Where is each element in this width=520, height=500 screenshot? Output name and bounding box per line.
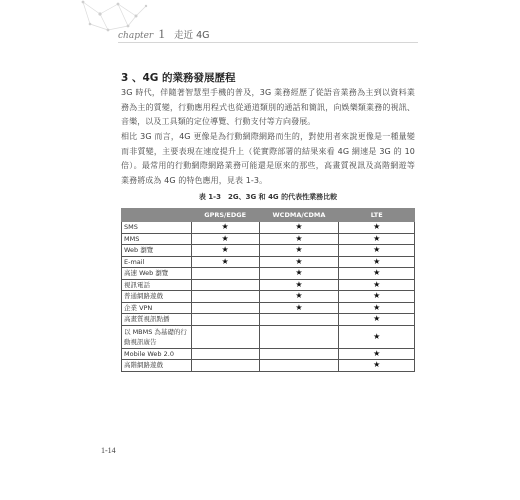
gprs-cell <box>191 279 259 291</box>
service-cell: 以 MBMS 為基礎的行動視訊廣告 <box>122 325 192 348</box>
service-cell: 視訊電話 <box>122 279 192 291</box>
table-row <box>122 302 415 314</box>
body-paragraph-1: 3G 時代，伴隨著智慧型手機的普及，3G 業務經歷了從語音業務為主到以資料業務為主的質變，行動應用程式也從通道類別的通話和簡訊，向娛樂類業務的視訊、音樂，以及工具類的定位導覽、行動支付等方向發展。 <box>121 88 415 127</box>
table-row <box>122 279 415 291</box>
gprs-cell: ★ <box>191 222 259 234</box>
table-row <box>122 348 415 360</box>
page-number: 1-14 <box>101 446 116 455</box>
service-cell: Mobile Web 2.0 <box>122 348 192 360</box>
lte-cell: ★ <box>339 245 415 257</box>
wcdma-cell <box>259 348 339 360</box>
column-header: GPRS/EDGE <box>191 209 259 222</box>
service-cell: 高階網路遊戲 <box>122 360 192 372</box>
table-row <box>122 233 415 245</box>
chapter-word: chapter <box>118 31 154 41</box>
wcdma-cell: ★ <box>259 279 339 291</box>
table-row <box>122 360 415 372</box>
wcdma-cell <box>259 360 339 372</box>
wcdma-cell: ★ <box>259 222 339 234</box>
wcdma-cell <box>259 325 339 348</box>
lte-cell: ★ <box>339 268 415 280</box>
header-divider <box>118 42 418 43</box>
service-cell: SMS <box>122 222 192 234</box>
table-row <box>122 314 415 326</box>
gprs-cell <box>191 291 259 303</box>
gprs-cell <box>191 314 259 326</box>
gprs-cell <box>191 360 259 372</box>
chapter-header <box>118 26 210 42</box>
wcdma-cell: ★ <box>259 245 339 257</box>
lte-cell: ★ <box>339 222 415 234</box>
chapter-number: 1 <box>158 26 165 41</box>
gprs-cell: ★ <box>191 233 259 245</box>
wcdma-cell: ★ <box>259 256 339 268</box>
service-cell: Web 瀏覽 <box>122 245 192 257</box>
lte-cell: ★ <box>339 279 415 291</box>
lte-cell: ★ <box>339 233 415 245</box>
wcdma-cell: ★ <box>259 291 339 303</box>
service-cell: E-mail <box>122 256 192 268</box>
section-heading: 3 、4G 的業務發展歷程 <box>121 72 236 84</box>
service-cell: 企業 VPN <box>122 302 192 314</box>
wcdma-cell: ★ <box>259 268 339 280</box>
gprs-cell <box>191 325 259 348</box>
gprs-cell <box>191 348 259 360</box>
service-cell: 高速 Web 瀏覽 <box>122 268 192 280</box>
lte-cell: ★ <box>339 314 415 326</box>
wcdma-cell: ★ <box>259 302 339 314</box>
wcdma-cell <box>259 314 339 326</box>
service-cell: 高畫質視訊點播 <box>122 314 192 326</box>
chapter-title: 走近 4G <box>174 30 210 41</box>
gprs-cell <box>191 268 259 280</box>
gprs-cell: ★ <box>191 245 259 257</box>
table-row <box>122 325 415 348</box>
comparison-table <box>121 208 415 372</box>
gprs-cell <box>191 302 259 314</box>
table-row <box>122 291 415 303</box>
column-header: LTE <box>339 209 415 222</box>
lte-cell: ★ <box>339 256 415 268</box>
table-row <box>122 256 415 268</box>
table-row <box>122 268 415 280</box>
table-row <box>122 222 415 234</box>
table-caption: 表 1-3 2G、3G 和 4G 的代表性業務比較 <box>198 193 338 201</box>
service-cell: MMS <box>122 233 192 245</box>
table-row <box>122 245 415 257</box>
lte-cell: ★ <box>339 348 415 360</box>
service-cell: 普通網路遊戲 <box>122 291 192 303</box>
lte-cell: ★ <box>339 360 415 372</box>
lte-cell: ★ <box>339 325 415 348</box>
table-header-row <box>122 209 415 222</box>
gprs-cell: ★ <box>191 256 259 268</box>
lte-cell: ★ <box>339 302 415 314</box>
column-header <box>122 209 192 222</box>
body-paragraph-2: 相比 3G 而言，4G 更像是為行動網際網路而生的，對使用者來說更像是一種量變而非質變，主要表現在速度提升上（從實際部署的結果來看 4G 網速是 3G 的 10 倍）。最常用的行動網際網路業務可能還是原來的那些，高畫質視訊及高階網遊等業務將成為 4G 的特色應用，見表 1-3。 <box>121 132 415 185</box>
column-header: WCDMA/CDMA <box>259 209 339 222</box>
wcdma-cell: ★ <box>259 233 339 245</box>
lte-cell: ★ <box>339 291 415 303</box>
